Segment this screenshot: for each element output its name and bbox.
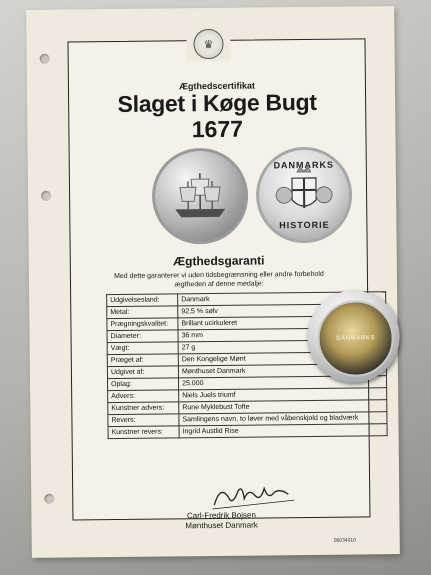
- spec-key: Diameter:: [107, 330, 178, 343]
- spec-key: Kunstner revers:: [108, 426, 179, 439]
- document-code: 06034010: [333, 537, 356, 544]
- guarantee-text: Med dette garanterer vi uden tidsbegrænsning eller andre forbehold ægtheden af denne medalje:: [114, 270, 324, 289]
- coin-reverse-top-text: DANMARKS: [273, 159, 335, 171]
- spec-key: Prægningskvalitet:: [107, 318, 178, 331]
- spec-key: Advers:: [108, 390, 179, 403]
- certificate-year: 1677: [191, 115, 244, 143]
- spec-value: 36 mm: [178, 328, 386, 342]
- guarantee-heading: Ægthedsgaranti: [173, 253, 265, 269]
- spec-value: Den Kongelige Mønt: [178, 352, 386, 366]
- spec-row: [108, 424, 387, 439]
- spec-key: Udgivelsesland:: [107, 294, 178, 307]
- certificate-sheet: [26, 6, 400, 558]
- spec-value: 92,5 % sølv: [178, 304, 386, 318]
- spec-key: Præget af:: [107, 354, 178, 367]
- spec-value: Samlingens navn, to løver med våbenskjold og bladværk: [179, 412, 387, 426]
- coin-reverse-image: [256, 147, 353, 244]
- punch-hole: [40, 54, 50, 64]
- capsule-coin-text: DANMARKS: [336, 335, 376, 342]
- spec-value: Brillant ucirkuleret: [178, 316, 386, 330]
- spec-key: Revers:: [108, 414, 179, 427]
- coin-capsule-image: [307, 290, 400, 383]
- spec-value: Danmark: [178, 292, 386, 306]
- signer-name: Carl-Fredrik Bojsen: [186, 510, 256, 521]
- spec-key: Kunstner advers:: [108, 402, 179, 415]
- mint-seal: [186, 27, 230, 61]
- certificate-title: Slaget i Køge Bugt: [117, 88, 317, 117]
- certificate-label: Ægthedscertifikat: [178, 80, 256, 92]
- crown-icon: ♛: [203, 38, 214, 51]
- spec-value: Mønthuset Danmark: [178, 364, 386, 378]
- spec-value: 25.000: [179, 376, 387, 390]
- spec-value: 27 g: [178, 340, 386, 354]
- spec-key: Vægt:: [107, 342, 178, 355]
- signer-organization: Mønthuset Danmark: [185, 520, 258, 531]
- certificate-frame: [67, 38, 376, 544]
- punch-hole: [44, 494, 54, 504]
- coin-obverse-image: [152, 148, 249, 245]
- spec-key: Metal:: [107, 306, 178, 319]
- signature-image: [208, 480, 298, 513]
- spec-key: Oplag:: [108, 378, 179, 391]
- spec-value: Ingrid Austlid Rise: [179, 424, 387, 438]
- punch-hole: [41, 191, 51, 201]
- capsule-coin: [317, 300, 394, 377]
- ship-icon: [155, 151, 246, 242]
- seal-emblem: [193, 29, 223, 59]
- spec-value: Niels Juels triumf: [179, 388, 387, 402]
- spec-key: Udgivet af:: [107, 366, 178, 379]
- coin-reverse-bottom-text: HISTORIE: [279, 219, 330, 231]
- spec-value: Rune Myklebust Tofte: [179, 400, 387, 414]
